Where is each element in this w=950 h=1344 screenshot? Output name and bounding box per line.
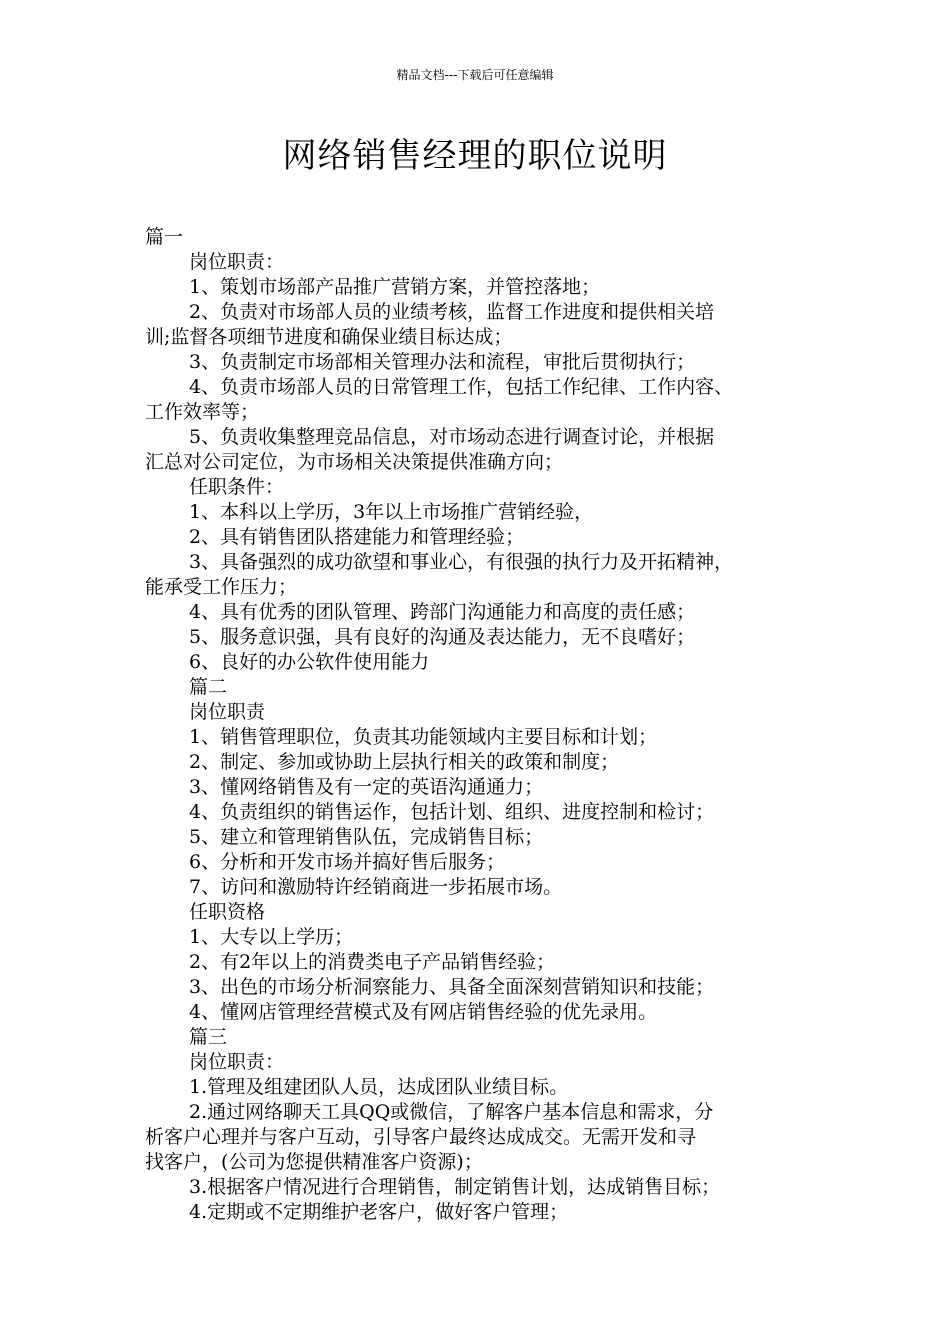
text-line: 1、本科以上学历，3年以上市场推广营销经验， <box>189 501 594 523</box>
text-line: 5、服务意识强，具有良好的沟通及表达能力，无不良嗜好； <box>189 626 696 648</box>
text-line: 汇总对公司定位，为市场相关决策提供准确方向； <box>145 451 564 473</box>
text-line: 1.管理及组建团队人员，达成团队业绩目标。 <box>189 1076 569 1098</box>
text-line: 篇二 <box>189 676 228 698</box>
text-line: 1、销售管理职位，负责其功能领域内主要目标和计划； <box>189 726 658 748</box>
text-line: 3.根据客户情况进行合理销售，制定销售计划，达成销售目标； <box>189 1176 721 1198</box>
document-title: 网络销售经理的职位说明 <box>282 136 668 176</box>
text-line: 3、出色的市场分析洞察能力、具备全面深刻营销知识和技能； <box>189 976 715 998</box>
page-header: 精品文档---下载后可任意编辑 <box>396 68 554 82</box>
text-line: 4.定期或不定期维护老客户，做好客户管理； <box>189 1201 569 1223</box>
text-line: 1、大专以上学历； <box>189 926 354 948</box>
text-line: 析客户心理并与客户互动，引导客户最终达成成交。无需开发和寻 <box>145 1126 697 1148</box>
text-line: 4、负责组织的销售运作，包括计划、组织、进度控制和检讨； <box>189 801 715 823</box>
text-line: 找客户，(公司为您提供精准客户资源)； <box>145 1151 483 1173</box>
text-line: 岗位职责： <box>189 251 285 273</box>
text-line: 训;监督各项细节进度和确保业绩目标达成； <box>145 326 513 348</box>
text-line: 2、负责对市场部人员的业绩考核，监督工作进度和提供相关培 <box>189 301 715 323</box>
text-line: 3、具备强烈的成功欲望和事业心，有很强的执行力及开拓精神， <box>189 551 734 573</box>
text-line: 4、懂网店管理经营模式及有网店销售经验的优先录用。 <box>189 1001 658 1023</box>
text-line: 2、制定、参加或协助上层执行相关的政策和制度； <box>189 751 620 773</box>
text-line: 能承受工作压力； <box>145 576 298 598</box>
text-line: 4、具有优秀的团队管理、跨部门沟通能力和高度的责任感； <box>189 601 696 623</box>
text-line: 篇三 <box>189 1026 228 1048</box>
document-body <box>145 225 815 1225</box>
text-line: 岗位职责： <box>189 1051 285 1073</box>
text-line: 岗位职责 <box>189 701 266 723</box>
text-line: 2、有2年以上的消费类电子产品销售经验； <box>189 951 556 973</box>
text-line: 1、策划市场部产品推广营销方案，并管控落地； <box>189 276 601 298</box>
text-line: 篇一 <box>145 226 184 248</box>
text-line: 6、分析和开发市场并搞好售后服务； <box>189 851 506 873</box>
text-line: 任职条件： <box>189 476 285 498</box>
text-line: 2.通过网络聊天工具QQ或微信，了解客户基本信息和需求，分 <box>189 1101 714 1123</box>
text-line: 任职资格 <box>189 901 266 923</box>
text-line: 3、负责制定市场部相关管理办法和流程，审批后贯彻执行； <box>189 351 696 373</box>
text-line: 3、懂网络销售及有一定的英语沟通通力； <box>189 776 544 798</box>
text-line: 7、访问和激励特许经销商进一步拓展市场。 <box>189 876 563 898</box>
text-line: 4、负责市场部人员的日常管理工作，包括工作纪律、工作内容、 <box>189 376 734 398</box>
text-line: 工作效率等； <box>145 401 260 423</box>
text-line: 5、建立和管理销售队伍，完成销售目标； <box>189 826 544 848</box>
text-line: 6、良好的办公软件使用能力 <box>189 651 430 673</box>
text-line: 5、负责收集整理竞品信息，对市场动态进行调查讨论，并根据 <box>189 426 715 448</box>
text-line: 2、具有销售团队搭建能力和管理经验； <box>189 526 525 548</box>
